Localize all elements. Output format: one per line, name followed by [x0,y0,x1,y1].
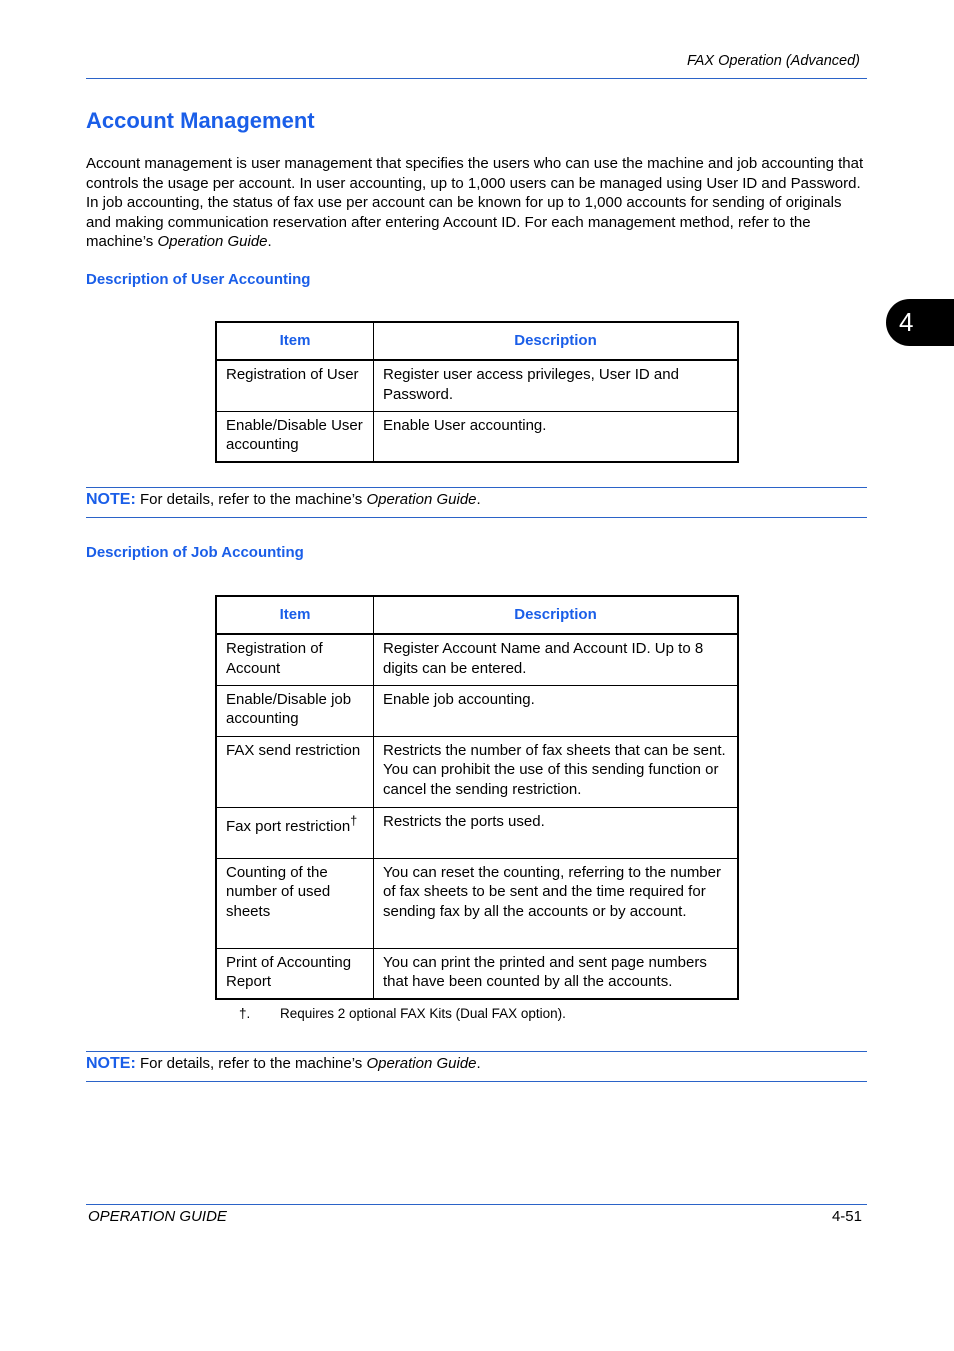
note-1 [86,491,481,509]
intro-paragraph [86,154,866,252]
column-header-item: Item [216,322,374,360]
table-row [216,858,738,948]
description-cell: You can print the printed and sent page numbers that have been counted by all the accounts. [374,948,739,999]
note-label: NOTE: [86,1055,136,1072]
footnote-text: Requires 2 optional FAX Kits (Dual FAX option). [280,1006,566,1021]
note-rule-bottom [86,517,867,518]
note-text: For details, refer to the machine’s [135,1055,367,1072]
job-accounting-heading: Description of Job Accounting [86,544,304,561]
item-cell: Enable/Disable User accounting [216,411,374,462]
description-cell: Register user access privileges, User ID and Password. [374,360,739,411]
footer-guide-name: OPERATION GUIDE [88,1208,227,1225]
item-cell [216,807,374,858]
table-row [216,360,738,411]
footer-rule [86,1204,867,1205]
item-cell: Print of Accounting Report [216,948,374,999]
table-row [216,634,738,685]
description-cell: Restricts the ports used. [374,807,739,858]
page-number: 4-51 [831,1208,862,1225]
note-end: . [476,491,481,508]
intro-guide-reference: Operation Guide [157,233,268,250]
item-cell: Counting of the number of used sheets [216,858,374,948]
header-rule [86,78,867,79]
table-row [216,685,738,736]
table-footnote [239,1006,566,1021]
column-header-description: Description [374,322,739,360]
note-rule-bottom [86,1081,867,1082]
user-accounting-table [215,321,739,463]
column-header-item: Item [216,596,374,634]
description-cell: Restricts the number of fax sheets that can be sent. You can prohibit the use of this sending function or cancel the sending restriction. [374,736,739,807]
job-accounting-table [215,595,739,1000]
description-cell: Enable job accounting. [374,685,739,736]
note-rule-top [86,487,867,488]
description-cell: Register Account Name and Account ID. Up to 8 digits can be entered. [374,634,739,685]
item-cell: FAX send restriction [216,736,374,807]
note-rule-top [86,1051,867,1052]
running-header: FAX Operation (Advanced) [686,53,860,69]
note-end: . [476,1055,481,1072]
note-guide-reference: Operation Guide [366,491,477,508]
item-cell: Registration of User [216,360,374,411]
table-row [216,411,738,462]
item-cell: Enable/Disable job accounting [216,685,374,736]
chapter-tab: 4 [886,299,954,346]
item-cell: Registration of Account [216,634,374,685]
description-cell: Enable User accounting. [374,411,739,462]
table-header-row [216,596,738,634]
note-text: For details, refer to the machine’s [135,491,367,508]
table-row [216,948,738,999]
table-row [216,736,738,807]
column-header-description: Description [374,596,739,634]
intro-end: . [267,233,272,250]
description-cell: You can reset the counting, referring to the number of fax sheets to be sent and the time required for sending fax by all the accounts or by account. [374,858,739,948]
note-guide-reference: Operation Guide [366,1055,477,1072]
note-label: NOTE: [86,491,136,508]
footnote-mark: †. [239,1006,251,1021]
note-2 [86,1055,481,1073]
table-header-row [216,322,738,360]
user-accounting-heading: Description of User Accounting [86,271,311,288]
section-title: Account Management [86,108,315,133]
footnote-marker: † [350,813,358,828]
intro-text: Account management is user management that specifies the users who can use the machine and job accounting that controls the usage per account. In user accounting, up to 1,000 users can be managed using User ID and Password. In job accounting, the status of fax use per account can be known for up to 1,000 accounts for sending of originals and making communication reservation after entering Account ID. For each management method, refer to the machine’s [86,155,864,250]
table-row [216,807,738,858]
item-text: Fax port restriction [226,817,351,835]
